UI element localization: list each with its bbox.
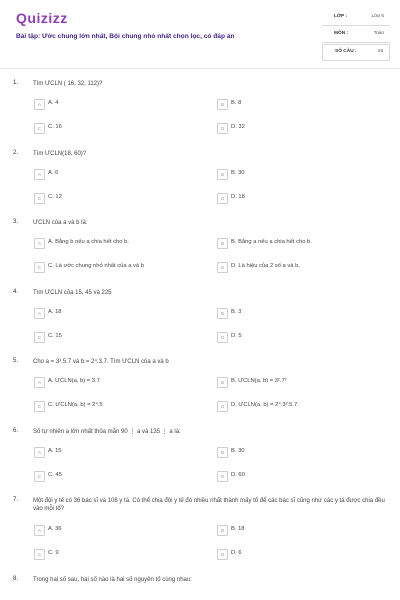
option-text: D. 60 <box>231 472 245 478</box>
option-text: C. 16 <box>48 124 62 130</box>
option-text: C. 12 <box>48 194 62 200</box>
option-letter-badge: B <box>217 377 228 388</box>
option-text: B. 3 <box>231 309 242 315</box>
option-letter-badge: D <box>217 332 228 343</box>
option-letter-badge: D <box>217 262 228 273</box>
question-text: Tìm ƯCLN ( 16, 32, 112)? <box>33 81 103 87</box>
answer-option-c[interactable] <box>34 401 204 413</box>
meta-label: LỚP : <box>334 14 348 19</box>
question-number: 3. <box>13 219 19 225</box>
answer-option-c[interactable] <box>34 332 204 344</box>
question-text: Tìm ƯCLN(18, 60)? <box>33 151 87 157</box>
option-letter-badge: A <box>34 308 45 319</box>
option-letter-badge: D <box>217 193 228 204</box>
option-text: C. 15 <box>48 333 62 339</box>
option-letter-badge: A <box>34 525 45 536</box>
meta-label: MÔN : <box>334 31 349 36</box>
option-text: A. 15 <box>48 448 62 454</box>
question-number: 1. <box>13 80 19 86</box>
meta-label: SỐ CÂU : <box>335 49 357 54</box>
answer-option-d[interactable] <box>217 193 387 205</box>
question-number: 6. <box>13 428 19 434</box>
header-divider <box>0 68 400 69</box>
answer-option-a[interactable] <box>34 308 204 320</box>
answer-option-c[interactable] <box>34 262 204 274</box>
option-letter-badge: B <box>217 238 228 249</box>
answer-option-b[interactable] <box>217 238 387 250</box>
option-text: A. ƯCLN(a, b) = 3.7 <box>48 378 100 384</box>
option-letter-badge: D <box>217 123 228 134</box>
option-letter-badge: B <box>217 525 228 536</box>
answer-option-c[interactable] <box>34 549 204 561</box>
option-letter-badge: C <box>34 471 45 482</box>
question-text: ƯCLN của a và b là: <box>33 220 88 226</box>
option-text: D. 18 <box>231 194 245 200</box>
option-text: A. 36 <box>48 526 62 532</box>
meta-value: Lớp 6 <box>371 14 384 19</box>
meta-question-count <box>322 44 390 61</box>
option-letter-badge: D <box>217 471 228 482</box>
option-letter-badge: A <box>34 238 45 249</box>
answer-option-a[interactable] <box>34 169 204 181</box>
option-letter-badge: D <box>217 549 228 560</box>
answer-option-a[interactable] <box>34 377 204 389</box>
question-number: 8. <box>13 576 19 582</box>
meta-value: Toán <box>373 31 384 36</box>
answer-option-d[interactable] <box>217 471 387 483</box>
option-letter-badge: A <box>34 377 45 388</box>
question-number: 5. <box>13 358 19 364</box>
question-text: Trong hai số sau, hai số nào là hai số nguyên tố cùng nhau: <box>33 577 192 583</box>
question-number: 2. <box>13 150 19 156</box>
option-letter-badge: A <box>34 99 45 110</box>
option-text: B. ƯCLN(a, b) = 3².7² <box>231 378 287 384</box>
answer-option-d[interactable] <box>217 332 387 344</box>
option-text: B. 30 <box>231 170 245 176</box>
option-text: B. 8 <box>231 100 242 106</box>
option-text: D. ƯCLN(a, b) = 2⁴.3².5.7 <box>231 402 298 408</box>
answer-option-c[interactable] <box>34 471 204 483</box>
answer-option-c[interactable] <box>34 123 204 135</box>
answer-option-a[interactable] <box>34 238 204 250</box>
option-letter-badge: C <box>34 549 45 560</box>
meta-value: 16 <box>377 49 383 54</box>
option-letter-badge: A <box>34 169 45 180</box>
option-letter-badge: B <box>217 169 228 180</box>
quizizz-logo: Quizizz <box>16 10 68 26</box>
option-letter-badge: B <box>217 99 228 110</box>
option-text: D. Là hiệu của 2 số a và b. <box>231 263 300 269</box>
option-text: A. 6 <box>48 170 59 176</box>
answer-option-a[interactable] <box>34 525 204 537</box>
worksheet-header <box>0 0 400 65</box>
answer-option-d[interactable] <box>217 401 387 413</box>
answer-option-b[interactable] <box>217 308 387 320</box>
option-letter-badge: D <box>217 401 228 412</box>
option-text: B. 30 <box>231 448 245 454</box>
answer-option-b[interactable] <box>217 447 387 459</box>
option-text: D. 5 <box>231 333 242 339</box>
answer-option-d[interactable] <box>217 123 387 135</box>
answer-option-a[interactable] <box>34 447 204 459</box>
question-number: 4. <box>13 289 19 295</box>
option-text: D. 6 <box>231 550 242 556</box>
question-text: Một đội y tế có 36 bác sĩ và 108 y tá. Có thể chia đội y tế đó nhiều nhất thành mấy tổ để các bác sĩ cũng như các y tá được chia đều vào mỗi tổ? <box>33 498 385 512</box>
option-letter-badge: C <box>34 332 45 343</box>
option-text: B. 18 <box>231 526 245 532</box>
option-text: D. 32 <box>231 124 245 130</box>
question-text: Số tự nhiên a lớn nhất thỏa mãn 90 ⋮ a và 135 ⋮ a là: <box>33 429 181 435</box>
answer-option-a[interactable] <box>34 99 204 111</box>
option-text: C. ƯCLN(a, b) = 2⁴.5 <box>48 402 103 408</box>
answer-option-b[interactable] <box>217 377 387 389</box>
option-text: C. 9 <box>48 550 59 556</box>
option-letter-badge: A <box>34 447 45 458</box>
option-text: A. Bằng b nếu a chia hết cho b. <box>48 239 129 245</box>
answer-option-b[interactable] <box>217 99 387 111</box>
answer-option-c[interactable] <box>34 193 204 205</box>
option-letter-badge: C <box>34 193 45 204</box>
question-text: Cho a = 3³.5.7 và b = 2⁴.3.7. Tìm ƯCLN của a và b <box>33 359 169 365</box>
option-text: B. Bằng a nếu a chia hết cho b. <box>231 239 312 245</box>
answer-option-d[interactable] <box>217 262 387 274</box>
option-letter-badge: C <box>34 401 45 412</box>
meta-grade <box>322 10 390 26</box>
question-number: 7. <box>13 497 19 503</box>
option-text: A. 4 <box>48 100 59 106</box>
question-text: Tìm ƯCLN của 15, 45 và 225 <box>33 290 112 296</box>
option-letter-badge: C <box>34 123 45 134</box>
option-letter-badge: B <box>217 447 228 458</box>
answer-option-b[interactable] <box>217 169 387 181</box>
option-letter-badge: B <box>217 308 228 319</box>
option-text: A. 18 <box>48 309 62 315</box>
worksheet-title: Bài tập: Ước chung lớn nhất, Bội chung nhỏ nhất chọn lọc, có đáp án <box>16 33 235 40</box>
answer-option-b[interactable] <box>217 525 387 537</box>
option-text: C. 45 <box>48 472 62 478</box>
worksheet-meta <box>322 10 390 62</box>
option-letter-badge: C <box>34 262 45 273</box>
option-text: C. Là ước chung nhỏ nhất của a và b <box>48 263 144 269</box>
answer-option-d[interactable] <box>217 549 387 561</box>
meta-subject <box>322 27 390 43</box>
